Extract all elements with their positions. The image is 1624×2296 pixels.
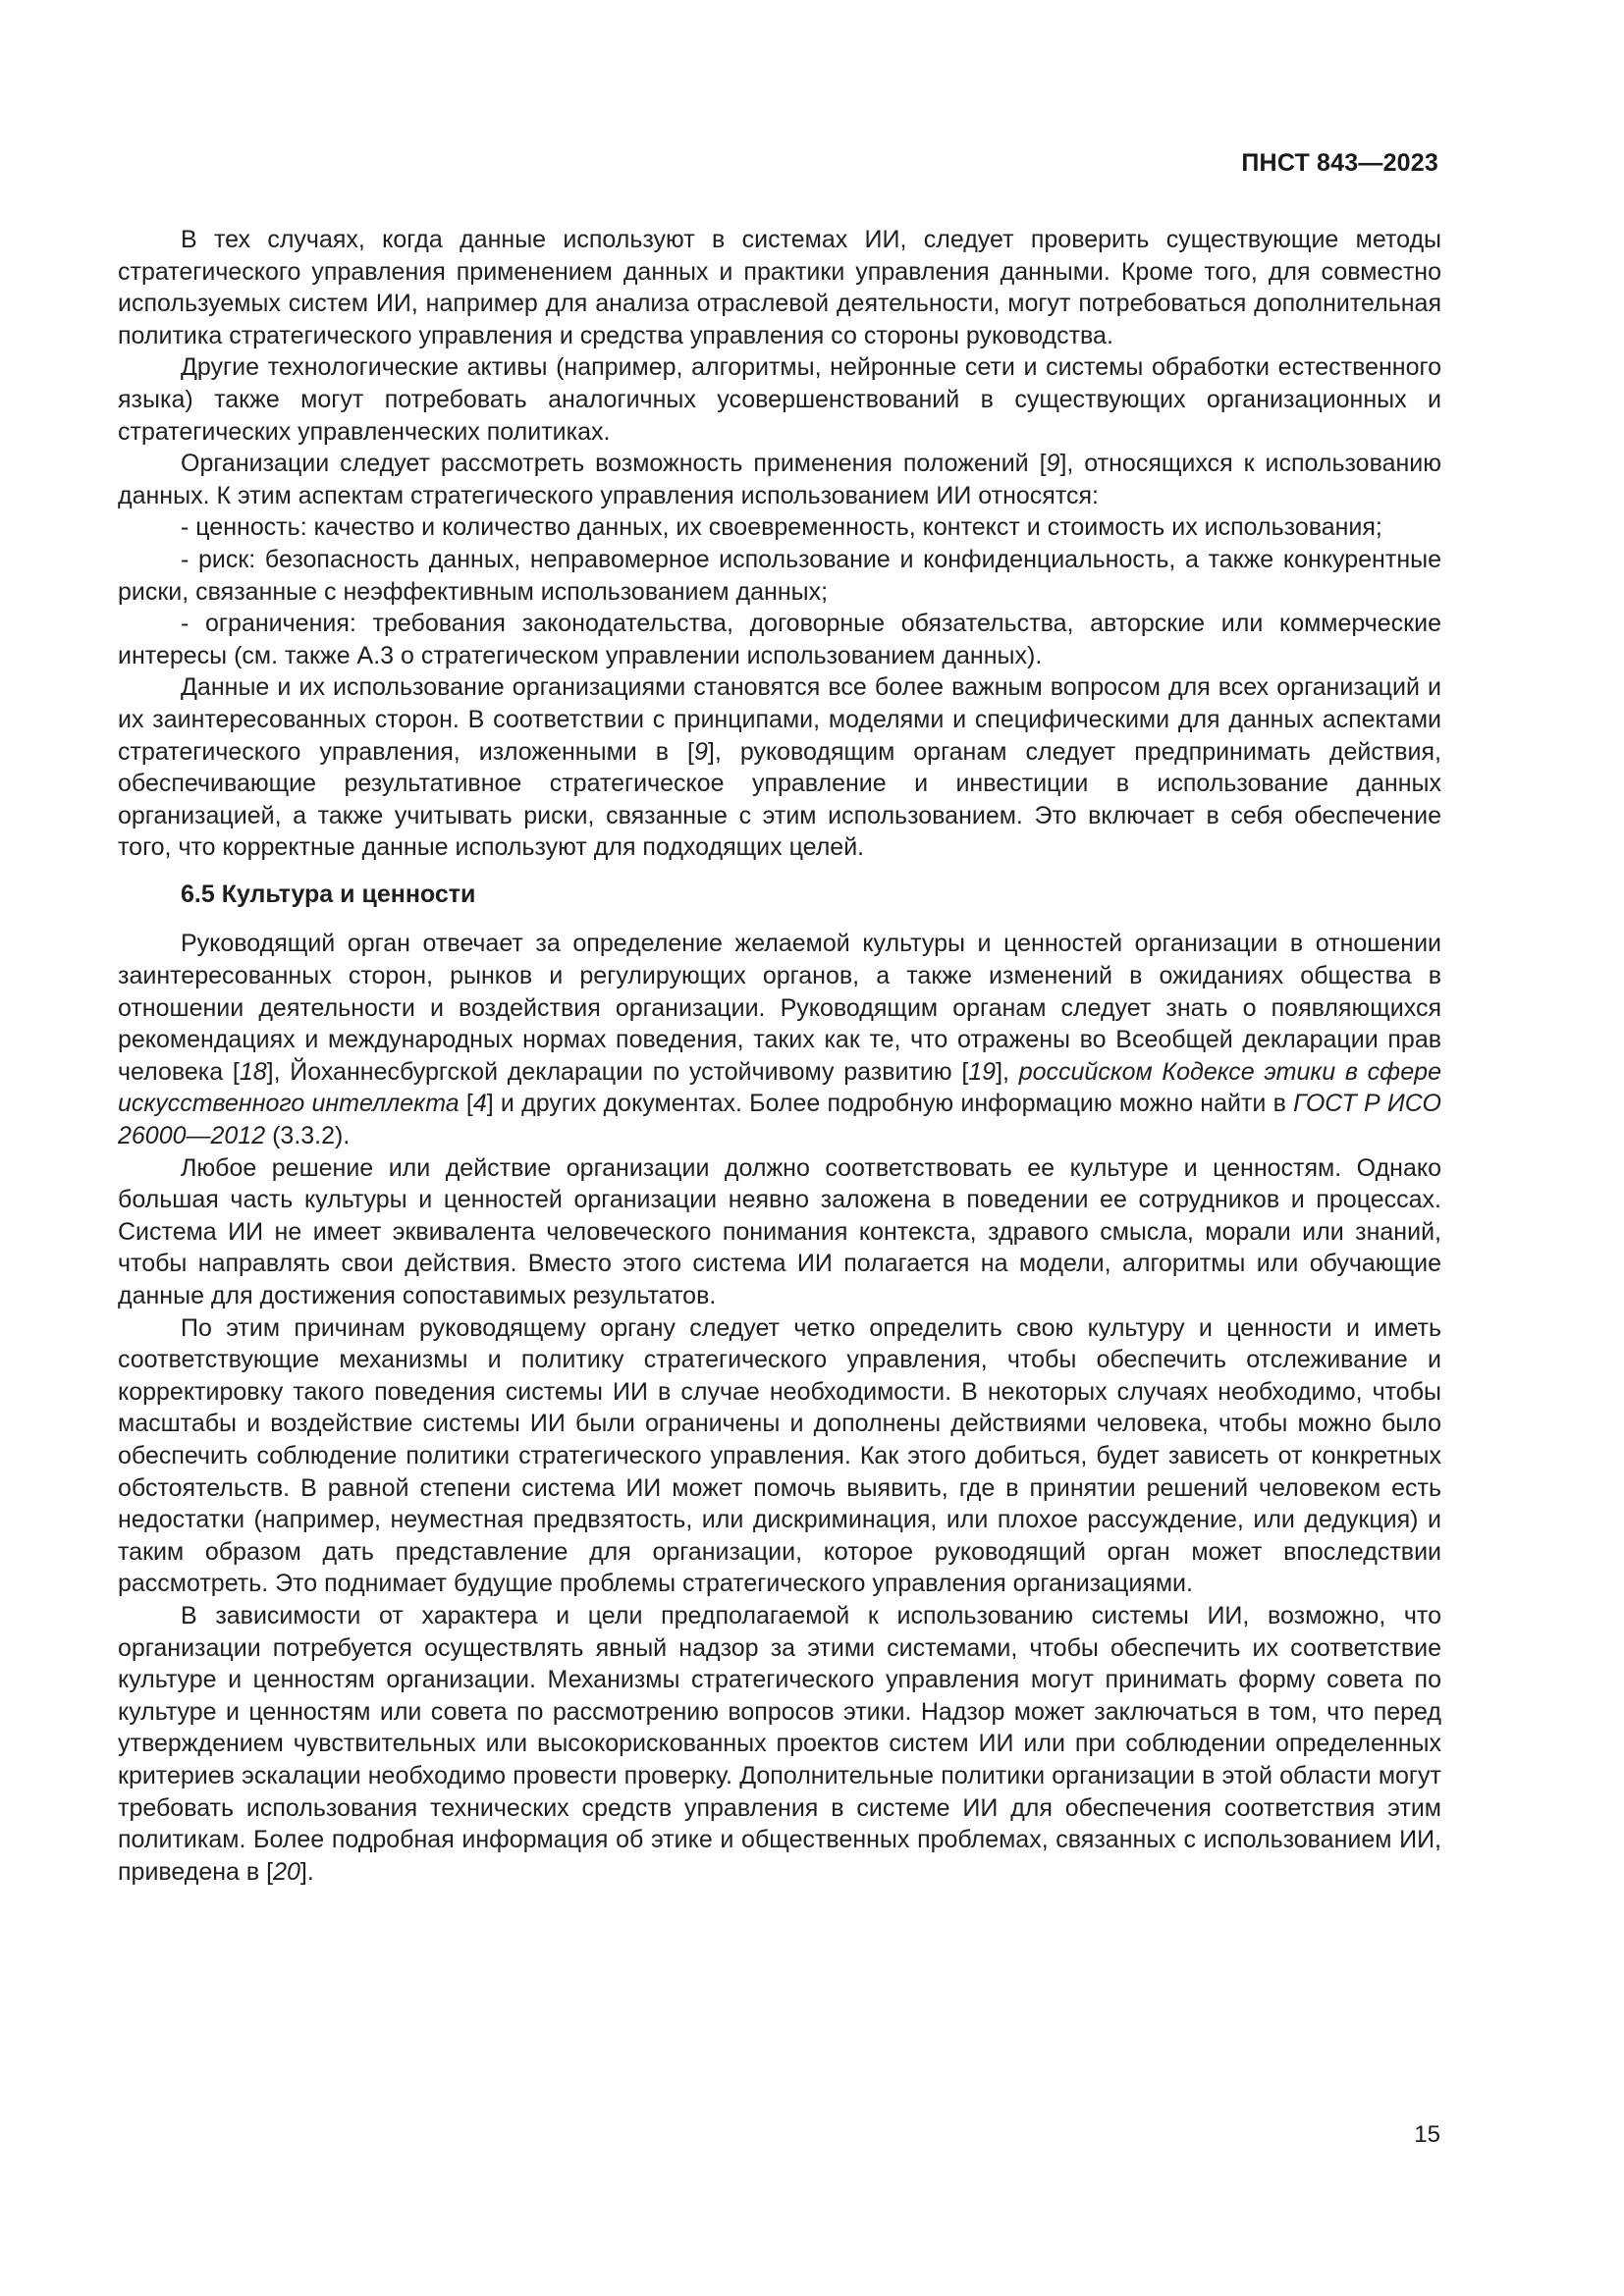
section-heading-text: 6.5 Культура и ценности [181,880,476,908]
paragraph: Другие технологические активы (например, алгоритмы, нейронные сети и системы обработки естественного языка) также могут потребовать аналогичных усовершенствований в существующих организационных и стратегических управленческих политиках. [118,353,1441,446]
list-item: - риск: безопасность данных, неправомерное использование и конфиденциальность, а также конкурентные риски, связанные с неэффективным использованием данных; [118,545,1441,606]
page-number: 15 [1414,2121,1440,2148]
italic-citation: ГОСТ Р ИСО 26000—2012 [118,1090,1441,1150]
text-run: ], руководящим органам следует предпринимать действия, обеспечивающие результативное стратегическое управление и инвестиции в использование данных организацией, а также учитывать риски, связанные с этим использованием. Это включает в себя обеспечение того, что корректные данные используют для подходящих целей. [118,737,1442,862]
reference-number: 9 [1046,450,1060,478]
paragraph [118,1600,1441,1888]
paragraph [118,928,1441,1151]
text-run: (3.3.2). [265,1122,351,1150]
reference-number: 19 [968,1057,997,1086]
italic-citation: российском Кодексе этики в сфере искусственного интеллекта [118,1057,1441,1118]
text-run: [ [459,1090,473,1118]
paragraph: Любое решение или действие организации должно соответствовать ее культуре и ценностям. Однако большая часть культуры и ценностей организации неявно заложена в поведении ее сотрудников и процессах. Система ИИ не имеет эквивалента человеческого понимания контекста, здравого смысла, морали или знаний, чтобы направлять свои действия. Вместо этого система ИИ полагается на модели, алгоритмы или обучающие данные для достижения сопоставимых результатов. [118,1153,1441,1309]
document-code: ПНСТ 843—2023 [1241,149,1438,177]
text-run: В зависимости от характера и цели предполагаемой к использованию системы ИИ, возможно, что организации потребуется осуществлять явный надзор за этими системами, чтобы обеспечить их соответствие культуре и ценностям организации. Механизмы стратегического управления могут принимать форму совета по культуре и ценностям или совета по рассмотрению вопросов этики. Надзор может заключаться в том, что перед утверждением чувствительных или высокорискованных проектов систем ИИ или при соблюдении определенных критериев эскалации необходимо провести проверку. Дополнительные политики организации в этой области могут требовать использования технических средств управления в системе ИИ для обеспечения соответствия этим политикам. Более подробная информация об этике и общественных проблемах, связанных с использованием ИИ, приведена в [ [118,1601,1441,1886]
paragraph: По этим причинам руководящему органу следует четко определить свою культуру и ценности и иметь соответствующие механизмы и политику стратегического управления, чтобы обеспечить отслеживание и корректировку такого поведения системы ИИ в случае необходимости. В некоторых случаях необходимо, чтобы масштабы и воздействие системы ИИ были ограничены и дополнены действиями человека, чтобы можно было обеспечить соблюдение политики стратегического управления. Как этого добиться, будет зависеть от конкретных обстоятельств. В равной степени система ИИ может помочь выявить, где в принятии решений человеком есть недостатки (например, неуместная предвзятость, или дискриминация, или плохое рассуждение, или дедукция) и таким образом дать представление для организации, которое руководящий орган может впоследствии рассмотреть. Это поднимает будущие проблемы стратегического управления организациями. [118,1313,1441,1598]
paragraph [118,448,1441,511]
text-run: Данные и их использование организациями становятся все более важным вопросом для всех организаций и их заинтересованных сторон. В соответствии с принципами, моделями и специфическими для данных аспектами стратегического управления, изложенными в [ [118,673,1441,766]
section-heading [118,879,1441,911]
reference-number: 18 [239,1057,267,1086]
text-run: ], относящихся к использованию данных. К этим аспектам стратегического управления использованием ИИ относятся: [118,450,1441,509]
document-body [118,224,1441,1888]
paragraph [118,671,1441,864]
reference-number: 9 [694,737,708,766]
paragraph: В тех случаях, когда данные используют в системах ИИ, следует проверить существующие методы стратегического управления применением данных и практики управления данными. Кроме того, для совместно используемых систем ИИ, например для анализа отраслевой деятельности, могут потребоваться дополнительная политика стратегического управления и средства управления со стороны руководства. [118,226,1441,349]
reference-number: 4 [472,1090,487,1118]
text-run: ] и других документах. Более подробную информацию можно найти в [486,1090,1294,1118]
text-run: ], [996,1057,1019,1086]
text-run: Организации следует рассмотреть возможность применения положений [ [181,450,1047,478]
reference-number: 20 [273,1857,300,1886]
text-run: ], Йоханнесбургской декларации по устойчивому развитию [ [266,1057,969,1086]
text-run: Руководящий орган отвечает за определение желаемой культуры и ценностей организации в отношении заинтересованных сторон, рынков и регулирующих органов, а также изменений в ожиданиях общества в отношении деятельности и воздействия организации. Руководящим органам следует знать о появляющихся рекомендациях и международных нормах поведения, таких как те, что отражены во Всеобщей декларации прав человека [ [118,930,1441,1086]
list-item: - ценность: качество и количество данных, их своевременность, контекст и стоимость их использования; [181,513,1382,542]
text-run: ]. [299,1857,314,1886]
list-item: - ограничения: требования законодательства, договорные обязательства, авторские или коммерческие интересы (см. также А.3 о стратегическом управлении использованием данных). [118,610,1441,669]
